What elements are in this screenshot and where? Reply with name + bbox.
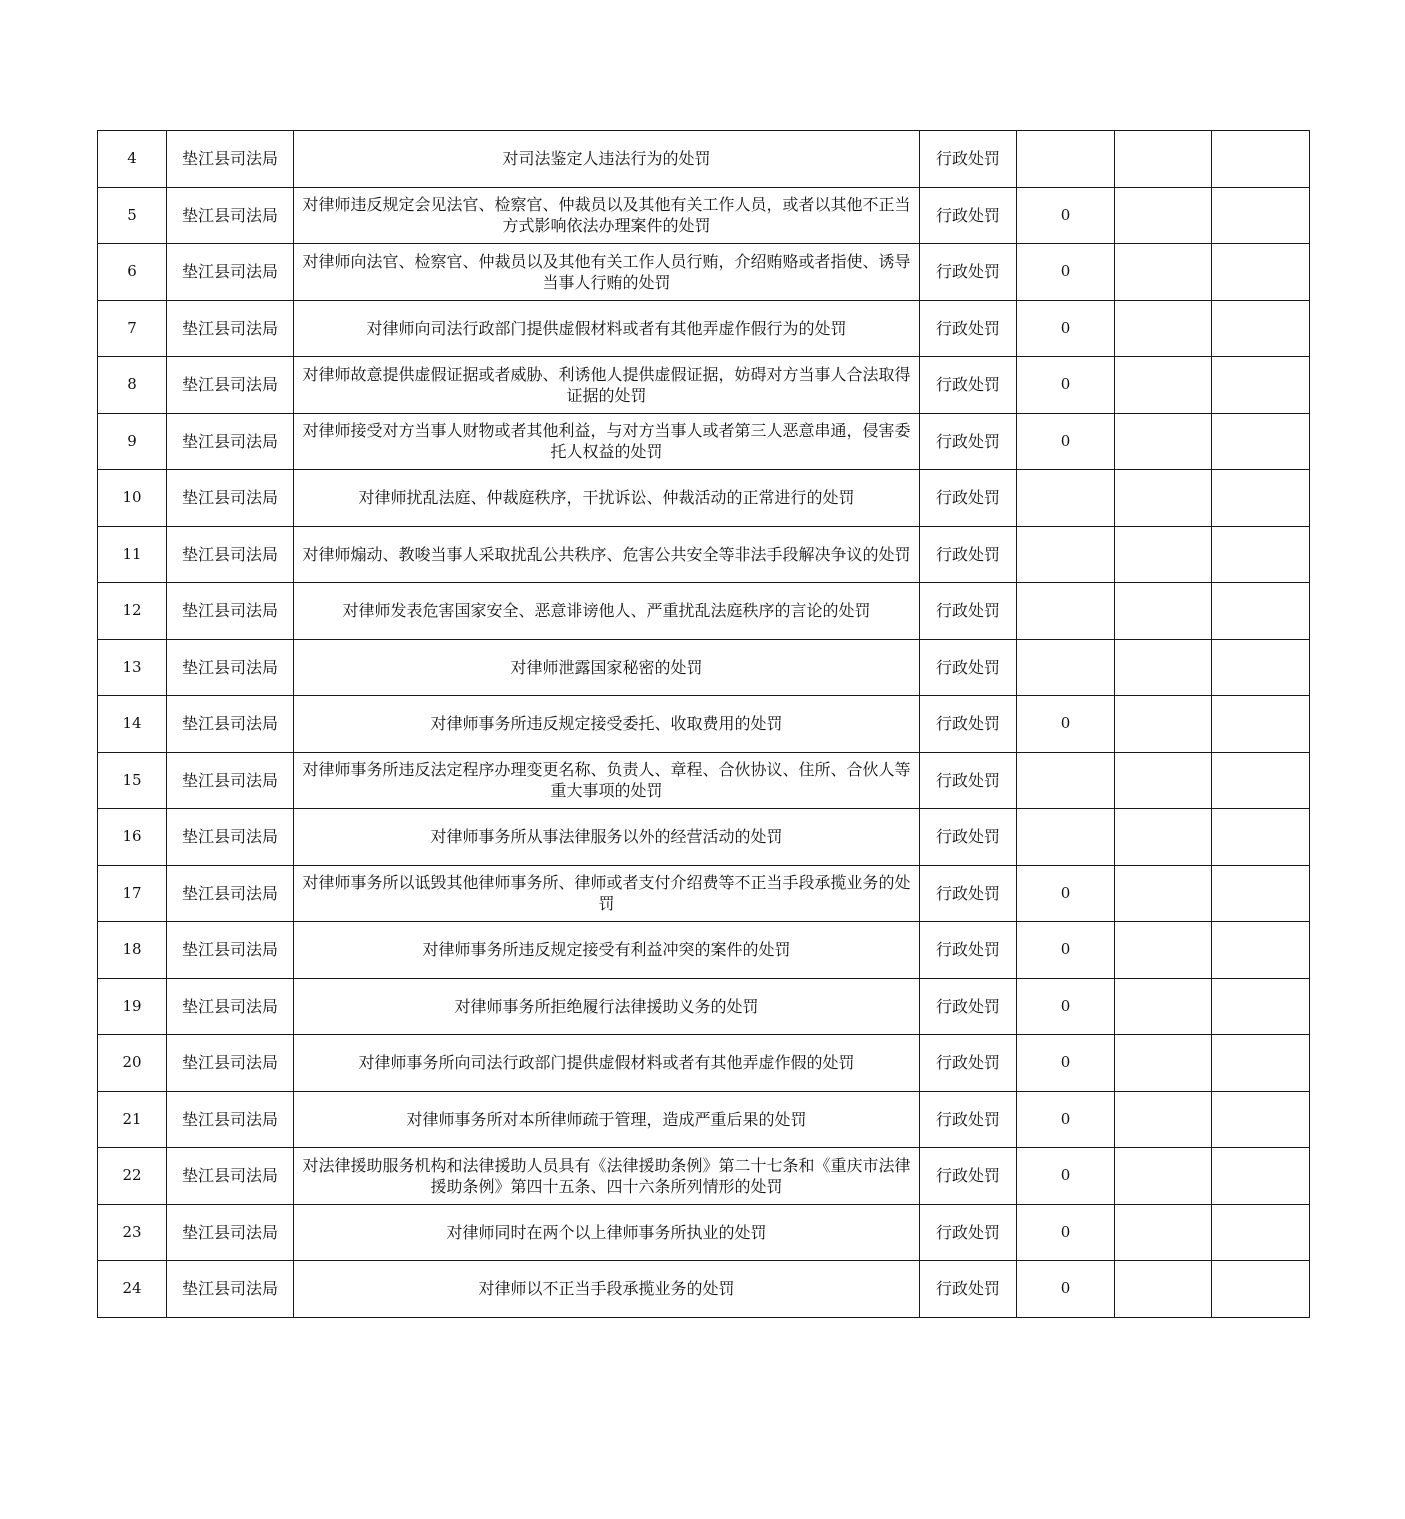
count-cell: 0 — [1017, 1204, 1115, 1261]
row-number: 10 — [98, 470, 167, 527]
empty-cell — [1115, 357, 1212, 414]
row-number: 18 — [98, 922, 167, 979]
empty-cell — [1212, 865, 1310, 922]
count-cell: 0 — [1017, 413, 1115, 470]
empty-cell — [1212, 752, 1310, 809]
table-row — [98, 752, 1310, 809]
table-row — [98, 357, 1310, 414]
empty-cell — [1212, 526, 1310, 583]
penalty-item-cell: 对律师事务所违反规定接受委托、收取费用的处罚 — [294, 696, 920, 753]
table-row — [98, 1204, 1310, 1261]
empty-cell — [1115, 696, 1212, 753]
empty-cell — [1115, 639, 1212, 696]
row-number: 9 — [98, 413, 167, 470]
row-number: 22 — [98, 1148, 167, 1205]
empty-cell — [1115, 1035, 1212, 1092]
penalty-item-cell: 对律师泄露国家秘密的处罚 — [294, 639, 920, 696]
penalty-type-cell: 行政处罚 — [920, 865, 1017, 922]
department-cell: 垫江县司法局 — [167, 696, 294, 753]
table-body — [98, 131, 1310, 1318]
count-cell: 0 — [1017, 1261, 1115, 1318]
penalty-type-cell: 行政处罚 — [920, 922, 1017, 979]
count-cell — [1017, 583, 1115, 640]
empty-cell — [1212, 244, 1310, 301]
department-cell: 垫江县司法局 — [167, 978, 294, 1035]
penalty-item-cell: 对律师事务所对本所律师疏于管理，造成严重后果的处罚 — [294, 1091, 920, 1148]
table-row — [98, 413, 1310, 470]
count-cell — [1017, 639, 1115, 696]
empty-cell — [1212, 1035, 1310, 1092]
penalty-item-cell: 对律师事务所从事法律服务以外的经营活动的处罚 — [294, 809, 920, 866]
table-row — [98, 187, 1310, 244]
empty-cell — [1115, 978, 1212, 1035]
department-cell: 垫江县司法局 — [167, 357, 294, 414]
penalty-item-cell: 对法律援助服务机构和法律援助人员具有《法律援助条例》第二十七条和《重庆市法律援助条例》第四十五条、四十六条所列情形的处罚 — [294, 1148, 920, 1205]
penalty-item-cell: 对律师煽动、教唆当事人采取扰乱公共秩序、危害公共安全等非法手段解决争议的处罚 — [294, 526, 920, 583]
count-cell: 0 — [1017, 1148, 1115, 1205]
penalty-item-cell: 对司法鉴定人违法行为的处罚 — [294, 131, 920, 188]
count-cell — [1017, 526, 1115, 583]
department-cell: 垫江县司法局 — [167, 470, 294, 527]
count-cell: 0 — [1017, 696, 1115, 753]
penalty-type-cell: 行政处罚 — [920, 244, 1017, 301]
penalty-item-cell: 对律师事务所向司法行政部门提供虚假材料或者有其他弄虚作假的处罚 — [294, 1035, 920, 1092]
penalty-item-cell: 对律师向司法行政部门提供虚假材料或者有其他弄虚作假行为的处罚 — [294, 300, 920, 357]
penalty-item-cell: 对律师事务所违反规定接受有利益冲突的案件的处罚 — [294, 922, 920, 979]
empty-cell — [1115, 583, 1212, 640]
table-row — [98, 470, 1310, 527]
empty-cell — [1115, 809, 1212, 866]
empty-cell — [1115, 526, 1212, 583]
row-number: 17 — [98, 865, 167, 922]
penalty-type-cell: 行政处罚 — [920, 809, 1017, 866]
count-cell — [1017, 752, 1115, 809]
department-cell: 垫江县司法局 — [167, 922, 294, 979]
count-cell — [1017, 470, 1115, 527]
department-cell: 垫江县司法局 — [167, 1091, 294, 1148]
row-number: 7 — [98, 300, 167, 357]
table-row — [98, 809, 1310, 866]
penalty-type-cell: 行政处罚 — [920, 187, 1017, 244]
row-number: 24 — [98, 1261, 167, 1318]
row-number: 20 — [98, 1035, 167, 1092]
penalty-item-cell: 对律师发表危害国家安全、恶意诽谤他人、严重扰乱法庭秩序的言论的处罚 — [294, 583, 920, 640]
count-cell: 0 — [1017, 244, 1115, 301]
empty-cell — [1115, 131, 1212, 188]
empty-cell — [1115, 300, 1212, 357]
empty-cell — [1212, 413, 1310, 470]
table-row — [98, 1148, 1310, 1205]
row-number: 16 — [98, 809, 167, 866]
empty-cell — [1115, 922, 1212, 979]
penalty-type-cell: 行政处罚 — [920, 1261, 1017, 1318]
empty-cell — [1212, 131, 1310, 188]
table-row — [98, 583, 1310, 640]
empty-cell — [1212, 470, 1310, 527]
empty-cell — [1212, 357, 1310, 414]
department-cell: 垫江县司法局 — [167, 413, 294, 470]
department-cell: 垫江县司法局 — [167, 639, 294, 696]
count-cell: 0 — [1017, 357, 1115, 414]
department-cell: 垫江县司法局 — [167, 1035, 294, 1092]
row-number: 6 — [98, 244, 167, 301]
department-cell: 垫江县司法局 — [167, 1261, 294, 1318]
penalty-table — [97, 130, 1310, 1318]
table-row — [98, 1261, 1310, 1318]
empty-cell — [1212, 1204, 1310, 1261]
empty-cell — [1115, 470, 1212, 527]
penalty-type-cell: 行政处罚 — [920, 696, 1017, 753]
row-number: 11 — [98, 526, 167, 583]
empty-cell — [1212, 187, 1310, 244]
row-number: 21 — [98, 1091, 167, 1148]
penalty-type-cell: 行政处罚 — [920, 583, 1017, 640]
table-row — [98, 696, 1310, 753]
department-cell: 垫江县司法局 — [167, 752, 294, 809]
department-cell: 垫江县司法局 — [167, 300, 294, 357]
table-row — [98, 131, 1310, 188]
table-row — [98, 639, 1310, 696]
department-cell: 垫江县司法局 — [167, 1148, 294, 1205]
penalty-item-cell: 对律师事务所违反法定程序办理变更名称、负责人、章程、合伙协议、住所、合伙人等重大事项的处罚 — [294, 752, 920, 809]
row-number: 13 — [98, 639, 167, 696]
row-number: 5 — [98, 187, 167, 244]
empty-cell — [1212, 696, 1310, 753]
penalty-type-cell: 行政处罚 — [920, 470, 1017, 527]
penalty-type-cell: 行政处罚 — [920, 978, 1017, 1035]
count-cell: 0 — [1017, 865, 1115, 922]
count-cell: 0 — [1017, 187, 1115, 244]
penalty-item-cell: 对律师向法官、检察官、仲裁员以及其他有关工作人员行贿，介绍贿赂或者指使、诱导当事人行贿的处罚 — [294, 244, 920, 301]
empty-cell — [1212, 922, 1310, 979]
table-row — [98, 922, 1310, 979]
row-number: 15 — [98, 752, 167, 809]
penalty-type-cell: 行政处罚 — [920, 639, 1017, 696]
penalty-type-cell: 行政处罚 — [920, 526, 1017, 583]
table-row — [98, 978, 1310, 1035]
penalty-item-cell: 对律师违反规定会见法官、检察官、仲裁员以及其他有关工作人员，或者以其他不正当方式影响依法办理案件的处罚 — [294, 187, 920, 244]
table-row — [98, 1035, 1310, 1092]
empty-cell — [1115, 413, 1212, 470]
row-number: 23 — [98, 1204, 167, 1261]
empty-cell — [1212, 583, 1310, 640]
empty-cell — [1115, 1148, 1212, 1205]
department-cell: 垫江县司法局 — [167, 865, 294, 922]
empty-cell — [1212, 978, 1310, 1035]
row-number: 19 — [98, 978, 167, 1035]
empty-cell — [1212, 1261, 1310, 1318]
penalty-type-cell: 行政处罚 — [920, 357, 1017, 414]
empty-cell — [1115, 752, 1212, 809]
empty-cell — [1115, 1261, 1212, 1318]
department-cell: 垫江县司法局 — [167, 809, 294, 866]
empty-cell — [1115, 187, 1212, 244]
department-cell: 垫江县司法局 — [167, 526, 294, 583]
penalty-item-cell: 对律师扰乱法庭、仲裁庭秩序，干扰诉讼、仲裁活动的正常进行的处罚 — [294, 470, 920, 527]
penalty-type-cell: 行政处罚 — [920, 1091, 1017, 1148]
penalty-type-cell: 行政处罚 — [920, 752, 1017, 809]
empty-cell — [1115, 865, 1212, 922]
count-cell — [1017, 809, 1115, 866]
department-cell: 垫江县司法局 — [167, 244, 294, 301]
row-number: 4 — [98, 131, 167, 188]
table-row — [98, 1091, 1310, 1148]
table-row — [98, 526, 1310, 583]
department-cell: 垫江县司法局 — [167, 187, 294, 244]
empty-cell — [1212, 300, 1310, 357]
count-cell: 0 — [1017, 922, 1115, 979]
empty-cell — [1212, 1091, 1310, 1148]
penalty-type-cell: 行政处罚 — [920, 300, 1017, 357]
table-row — [98, 244, 1310, 301]
penalty-item-cell: 对律师故意提供虚假证据或者威胁、利诱他人提供虚假证据，妨碍对方当事人合法取得证据的处罚 — [294, 357, 920, 414]
table-row — [98, 865, 1310, 922]
penalty-item-cell: 对律师接受对方当事人财物或者其他利益，与对方当事人或者第三人恶意串通，侵害委托人权益的处罚 — [294, 413, 920, 470]
row-number: 12 — [98, 583, 167, 640]
row-number: 8 — [98, 357, 167, 414]
penalty-type-cell: 行政处罚 — [920, 413, 1017, 470]
penalty-item-cell: 对律师以不正当手段承揽业务的处罚 — [294, 1261, 920, 1318]
penalty-type-cell: 行政处罚 — [920, 131, 1017, 188]
empty-cell — [1212, 1148, 1310, 1205]
count-cell: 0 — [1017, 300, 1115, 357]
penalty-item-cell: 对律师同时在两个以上律师事务所执业的处罚 — [294, 1204, 920, 1261]
empty-cell — [1212, 639, 1310, 696]
empty-cell — [1115, 1091, 1212, 1148]
penalty-type-cell: 行政处罚 — [920, 1035, 1017, 1092]
empty-cell — [1115, 1204, 1212, 1261]
penalty-type-cell: 行政处罚 — [920, 1148, 1017, 1205]
count-cell — [1017, 131, 1115, 188]
penalty-item-cell: 对律师事务所以诋毁其他律师事务所、律师或者支付介绍费等不正当手段承揽业务的处罚 — [294, 865, 920, 922]
count-cell: 0 — [1017, 978, 1115, 1035]
department-cell: 垫江县司法局 — [167, 131, 294, 188]
table-row — [98, 300, 1310, 357]
count-cell: 0 — [1017, 1035, 1115, 1092]
penalty-type-cell: 行政处罚 — [920, 1204, 1017, 1261]
count-cell: 0 — [1017, 1091, 1115, 1148]
department-cell: 垫江县司法局 — [167, 583, 294, 640]
empty-cell — [1115, 244, 1212, 301]
department-cell: 垫江县司法局 — [167, 1204, 294, 1261]
penalty-item-cell: 对律师事务所拒绝履行法律援助义务的处罚 — [294, 978, 920, 1035]
empty-cell — [1212, 809, 1310, 866]
row-number: 14 — [98, 696, 167, 753]
